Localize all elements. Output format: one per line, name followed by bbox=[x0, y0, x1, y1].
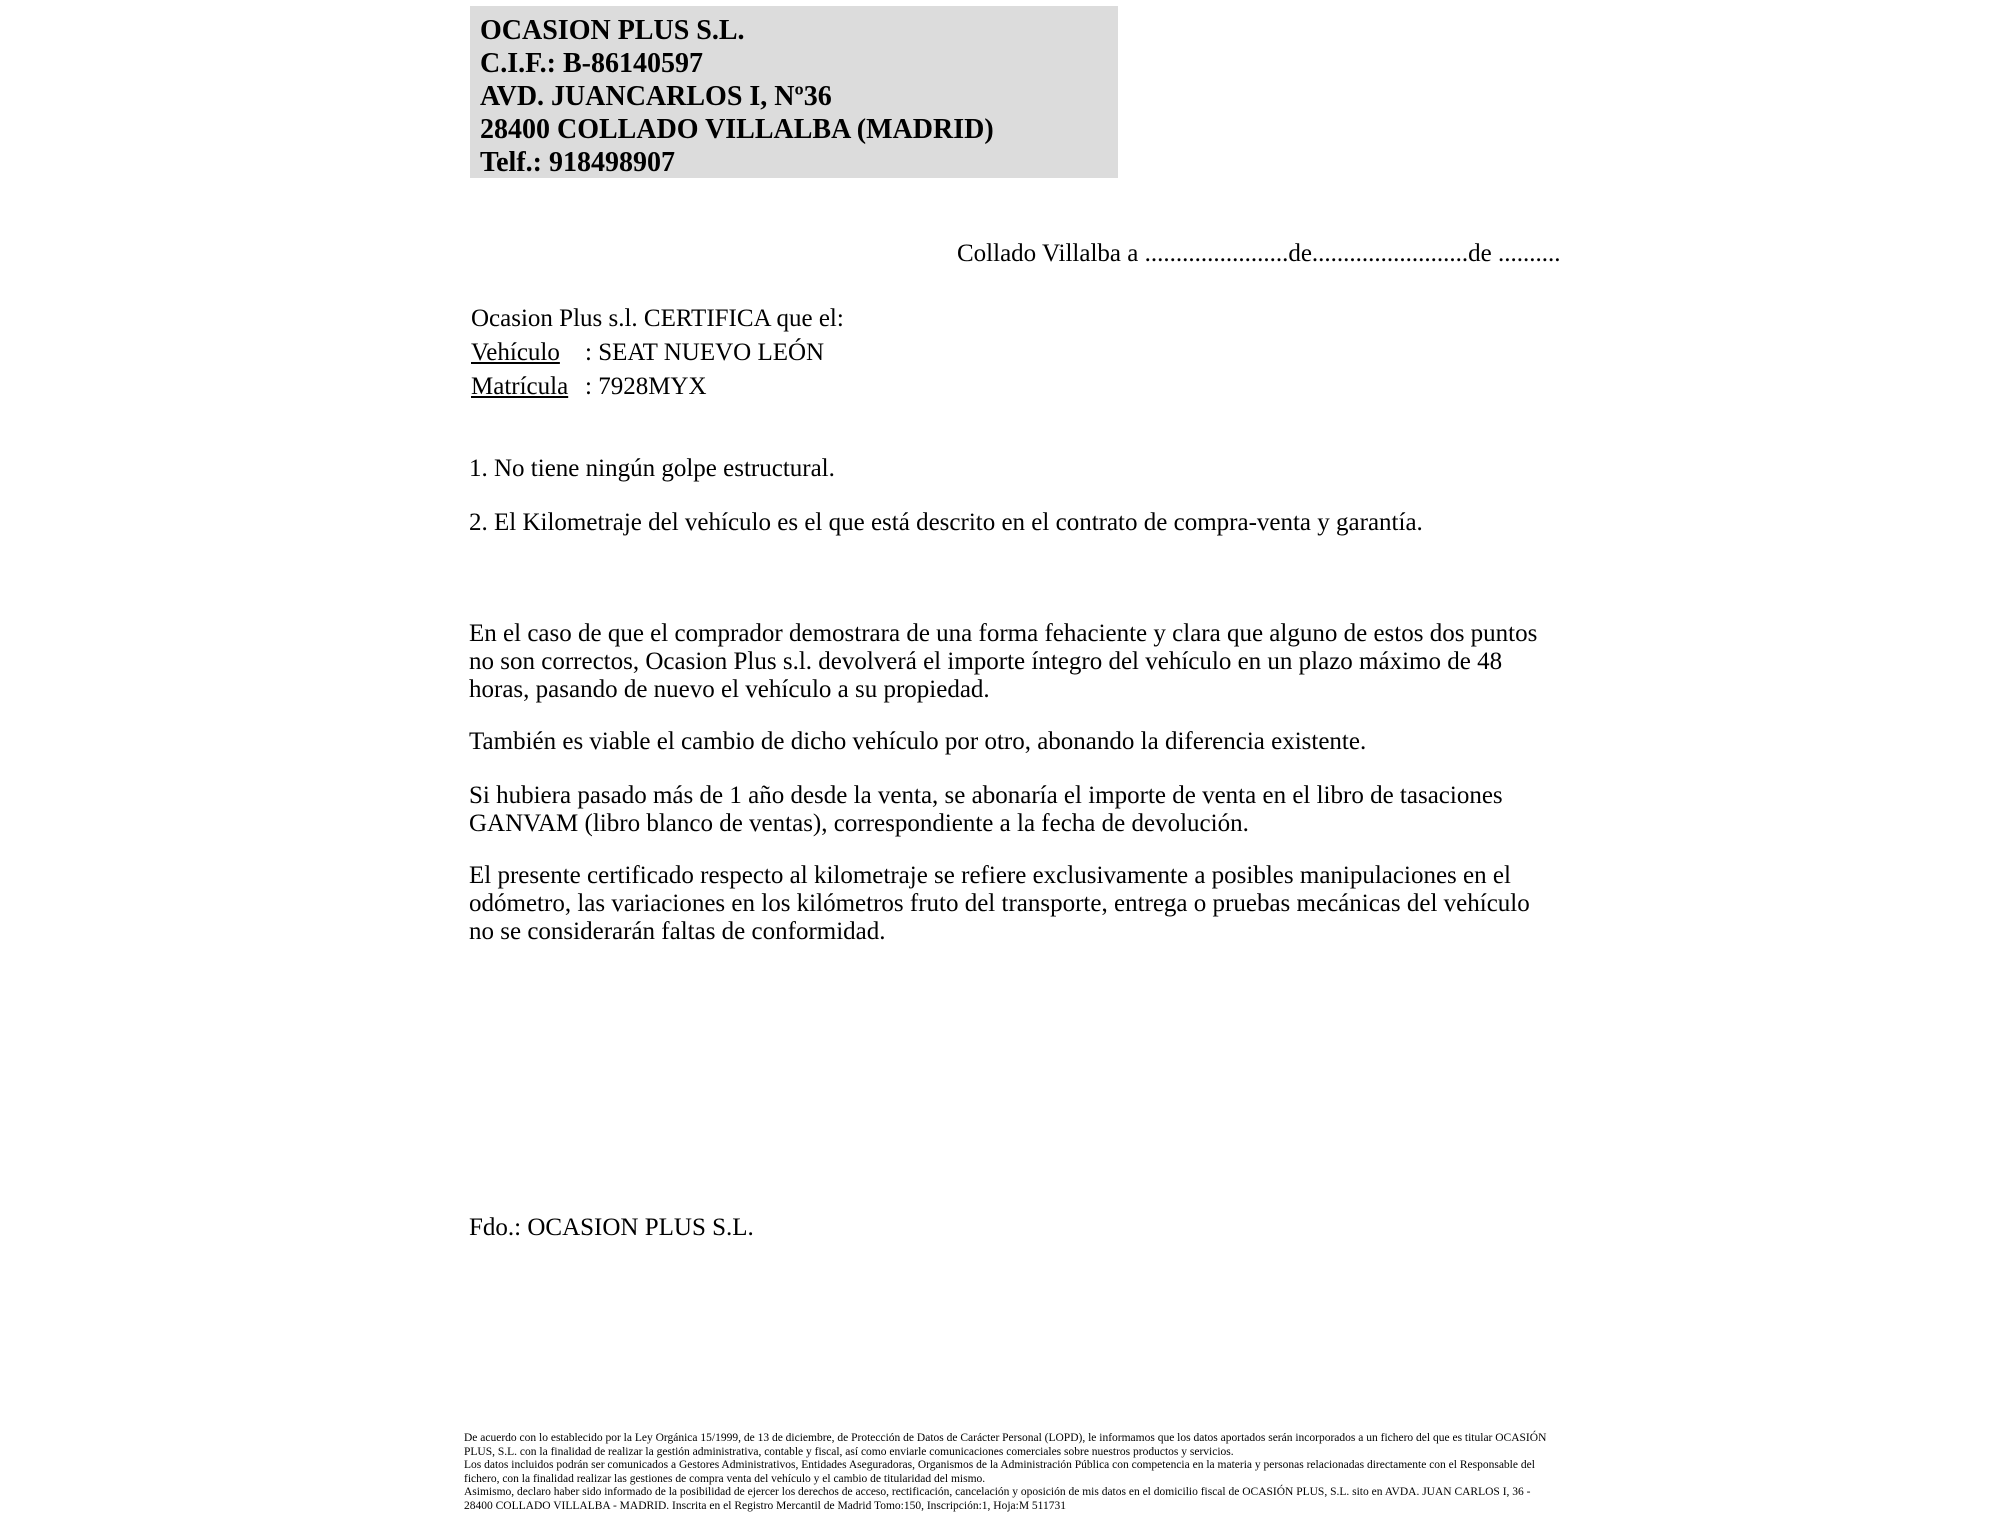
legal-paragraph-lopd: De acuerdo con lo establecido por la Ley Orgánica 15/1999, de 13 de diciembre, de Protección de Datos de Carácter Personal (LOPD), le informamos que los datos aportados serán incorporados a un fichero del que es titular OCASIÓN PLUS, S.L. con la finalidad de realizar la gestión administrativa, contable y fiscal, así como enviarle comunicaciones comerciales sobre nuestros productos y servicios. bbox=[464, 1432, 1547, 1458]
vehicle-label: Vehículo bbox=[471, 339, 560, 366]
company-header-box bbox=[470, 6, 1118, 178]
legal-paragraph-rights: Asimismo, declaro haber sido informado de la posibilidad de ejercer los derechos de acceso, rectificación, cancelación y oposición de mis datos en el domicilio fiscal de OCASIÓN PLUS, S.L. sito en AVDA. JUAN CARLOS I, 36 - 28400 COLLADO VILLALBA - MADRID. Inscrita en el Registro Mercantil de Madrid Tomo:150, Inscripción:1, Hoja:M 511731 bbox=[464, 1486, 1531, 1512]
company-city: 28400 COLLADO VILLALBA (MADRID) bbox=[480, 114, 994, 145]
company-name: OCASION PLUS S.L. bbox=[480, 15, 745, 46]
date-line: Collado Villalba a .......................de.........................de .......... bbox=[957, 240, 1561, 267]
signature-line: Fdo.: OCASION PLUS S.L. bbox=[469, 1214, 754, 1241]
plate-label: Matrícula bbox=[471, 373, 569, 400]
paragraph-refund-conditions: En el caso de que el comprador demostrara de una forma fehaciente y clara que alguno de estos dos puntos no son correctos, Ocasion Plus s.l. devolverá el importe íntegro del vehículo en un plazo máximo de 48 horas, pasando de nuevo el vehículo a su propiedad. bbox=[469, 620, 1538, 703]
paragraph-vehicle-exchange: También es viable el cambio de dicho vehículo por otro, abonando la diferencia existente. bbox=[469, 728, 1367, 755]
certification-point-1: 1. No tiene ningún golpe estructural. bbox=[469, 455, 835, 482]
company-address: AVD. JUANCARLOS I, Nº36 bbox=[480, 81, 832, 112]
vehicle-field bbox=[471, 336, 844, 370]
certification-point-2: 2. El Kilometraje del vehículo es el que está descrito en el contrato de compra-venta y garantía. bbox=[469, 509, 1423, 536]
paragraph-odometer-disclaimer: El presente certificado respecto al kilometraje se refiere exclusivamente a posibles manipulaciones en el odómetro, las variaciones en los kilómetros fruto del transporte, entrega o pruebas mecánicas del vehículo no se considerarán faltas de conformidad. bbox=[469, 862, 1530, 945]
plate-field bbox=[471, 370, 844, 404]
certification-intro: Ocasion Plus s.l. CERTIFICA que el: bbox=[471, 305, 844, 332]
vehicle-value: : SEAT NUEVO LEÓN bbox=[585, 339, 825, 366]
legal-paragraph-data-sharing: Los datos incluidos podrán ser comunicados a Gestores Administrativos, Entidades Aseguradoras, Organismos de la Administración Pública con competencia en la materia y personas relacionadas directamente con el Responsable del fichero, con la finalidad realizar las gestiones de compra venta del vehículo y el cambio de titularidad del mismo. bbox=[464, 1459, 1535, 1485]
certification-block bbox=[471, 302, 844, 404]
plate-value: : 7928MYX bbox=[585, 373, 707, 400]
company-cif: C.I.F.: B-86140597 bbox=[480, 48, 703, 79]
company-phone: Telf.: 918498907 bbox=[480, 147, 675, 178]
paragraph-ganvam-valuation: Si hubiera pasado más de 1 año desde la venta, se abonaría el importe de venta en el libro de tasaciones GANVAM (libro blanco de ventas), correspondiente a la fecha de devolución. bbox=[469, 782, 1503, 837]
legal-footer bbox=[464, 1432, 1558, 1514]
